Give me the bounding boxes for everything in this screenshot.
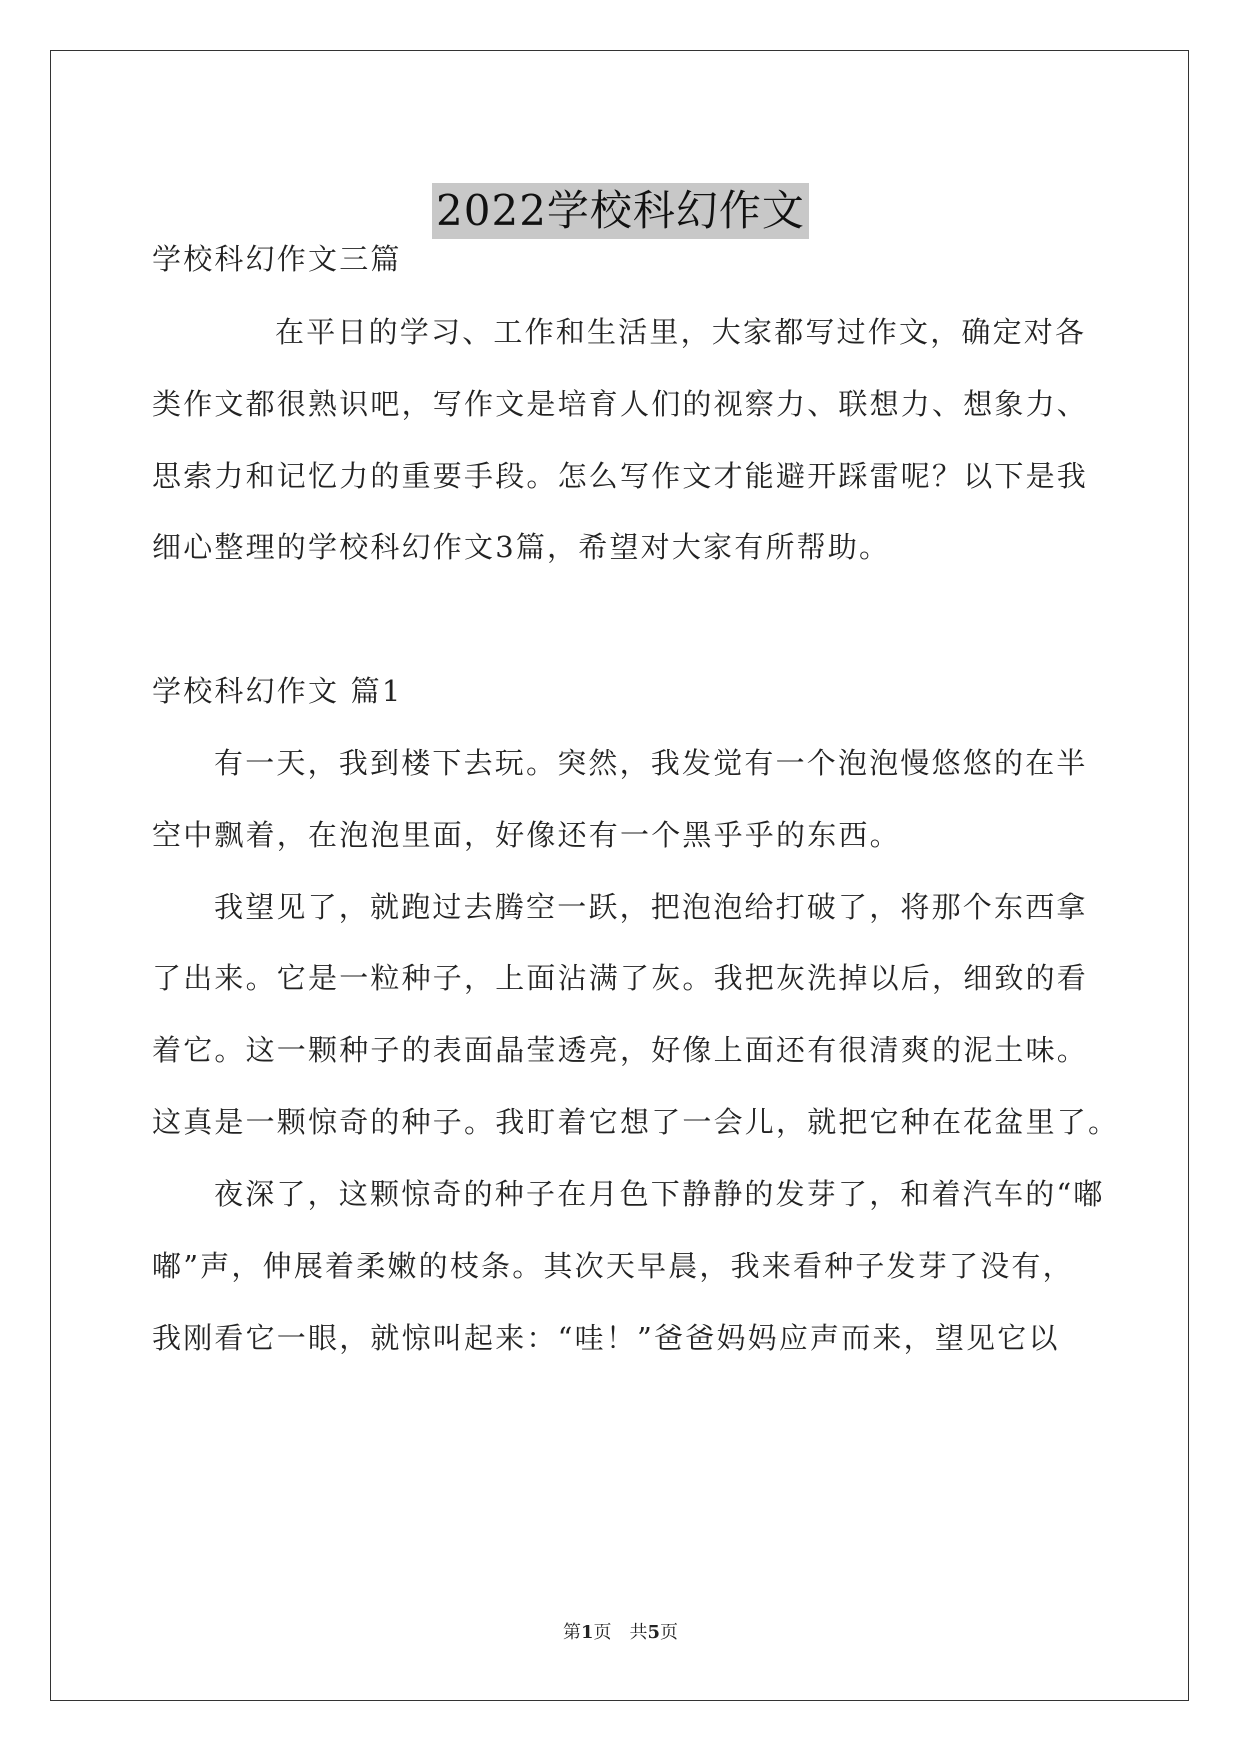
footer-page-prefix: 第	[562, 1622, 581, 1643]
body-line-4: 了出来。它是一粒种子，上面沾满了灰。我把灰洗掉以后，细致的看	[152, 961, 1089, 995]
page-border	[50, 50, 1189, 1701]
body-line-8: 嘟”声，伸展着柔嫩的枝条。其次天早晨，我来看种子发芽了没有，	[152, 1249, 1074, 1283]
section-heading: 学校科幻作文 篇1	[152, 674, 403, 708]
body-line-2: 空中飘着，在泡泡里面，好像还有一个黑乎乎的东西。	[152, 818, 901, 852]
intro-line-3: 思索力和记忆力的重要手段。怎么写作文才能避开踩雷呢？以下是我	[152, 459, 1089, 493]
body-line-7: 夜深了，这颗惊奇的种子在月色下静静的发芽了，和着汽车的“嘟	[214, 1177, 1105, 1211]
body-line-3: 我望见了，就跑过去腾空一跃，把泡泡给打破了，将那个东西拿	[214, 890, 1088, 924]
document-subtitle: 学校科幻作文三篇	[152, 242, 402, 276]
intro-line-1: 在平日的学习、工作和生活里，大家都写过作文，确定对各	[275, 315, 1087, 349]
body-line-5: 着它。这一颗种子的表面晶莹透亮，好像上面还有很清爽的泥土味。	[152, 1033, 1089, 1067]
body-line-1: 有一天，我到楼下去玩。突然，我发觉有一个泡泡慢悠悠的在半	[214, 746, 1088, 780]
intro-line-4: 细心整理的学校科幻作文3篇，希望对大家有所帮助。	[152, 530, 891, 564]
body-line-6: 这真是一颗惊奇的种子。我盯着它想了一会儿，就把它种在花盆里了。	[152, 1105, 1120, 1139]
footer-total-pages: 5	[647, 1622, 661, 1643]
footer-page-suffix: 页	[660, 1622, 679, 1643]
footer-current-page: 1	[580, 1622, 594, 1643]
intro-line-2: 类作文都很熟识吧，写作文是培育人们的视察力、联想力、想象力、	[152, 387, 1089, 421]
page-footer	[0, 1618, 1241, 1644]
footer-page-mid: 页 共	[593, 1622, 648, 1643]
document-title: 2022学校科幻作文	[432, 183, 809, 239]
body-line-9: 我刚看它一眼，就惊叫起来：“哇！”爸爸妈妈应声而来，望见它以	[152, 1321, 1060, 1355]
